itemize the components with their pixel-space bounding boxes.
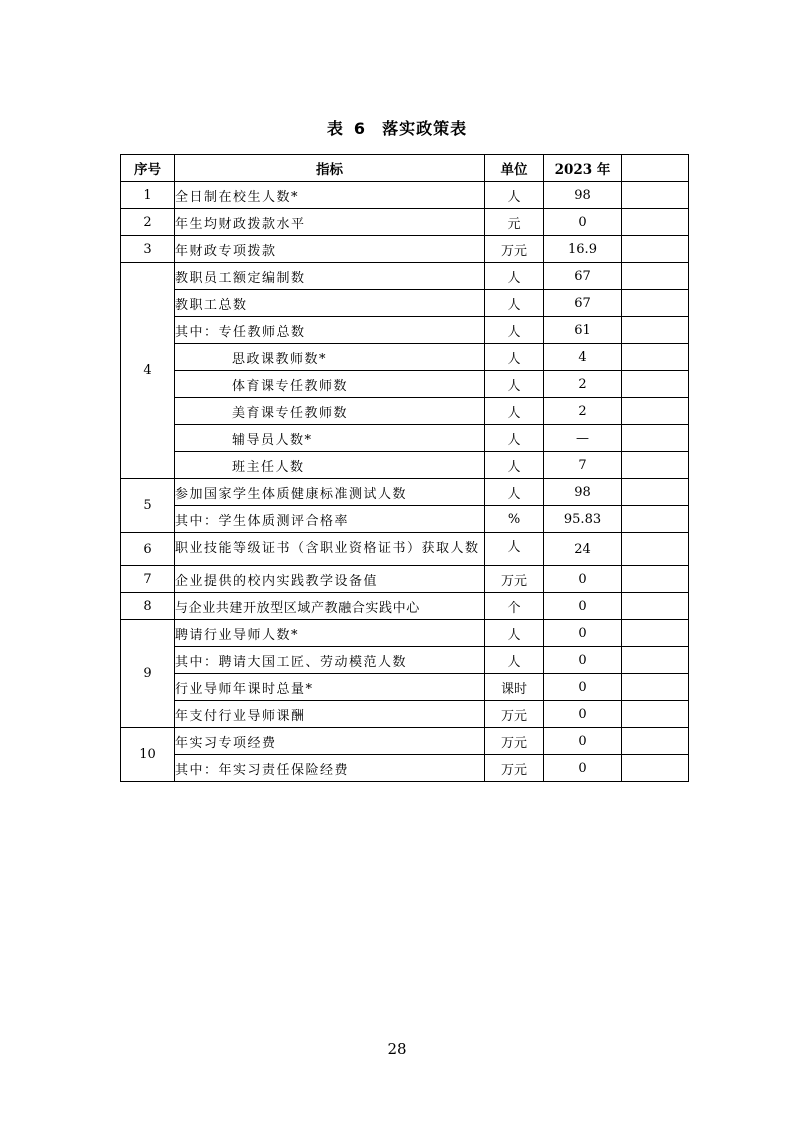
row-indicator: 全日制在校生人数* — [175, 182, 485, 209]
row-unit: 人 — [485, 371, 544, 398]
row-unit: 人 — [485, 425, 544, 452]
row-seq: 2 — [121, 209, 175, 236]
row-indicator: 企业提供的校内实践教学设备值 — [175, 566, 485, 593]
title-number: 6 — [353, 119, 367, 138]
row-indicator: 参加国家学生体质健康标准测试人数 — [175, 479, 485, 506]
row-extra — [622, 344, 689, 371]
row-indicator: 年实习专项经费 — [175, 728, 485, 755]
row-extra — [622, 566, 689, 593]
table-row — [121, 236, 689, 263]
header-indicator: 指标 — [175, 155, 485, 182]
row-indicator: 职业技能等级证书（含职业资格证书）获取人数 — [175, 533, 485, 566]
row-value: 0 — [544, 566, 622, 593]
row-extra — [622, 479, 689, 506]
row-unit: 个 — [485, 593, 544, 620]
title-prefix: 表 — [326, 119, 344, 138]
row-value: — — [544, 425, 622, 452]
page-number: 28 — [387, 1040, 407, 1058]
policy-table — [120, 154, 689, 782]
row-unit: 人 — [485, 290, 544, 317]
table-row — [121, 755, 689, 782]
row-value: 24 — [544, 533, 622, 566]
row-value: 0 — [544, 755, 622, 782]
row-value: 0 — [544, 647, 622, 674]
table-row — [121, 317, 689, 344]
row-value: 16.9 — [544, 236, 622, 263]
row-extra — [622, 209, 689, 236]
row-seq: 8 — [121, 593, 175, 620]
row-indicator: 教职员工额定编制数 — [175, 263, 485, 290]
table-title — [0, 116, 794, 139]
table-row — [121, 425, 689, 452]
table-row — [121, 263, 689, 290]
row-extra — [622, 236, 689, 263]
row-extra — [622, 452, 689, 479]
table-row — [121, 290, 689, 317]
row-indicator: 美育课专任教师数 — [175, 398, 485, 425]
row-indicator: 辅导员人数* — [175, 425, 485, 452]
table-row — [121, 728, 689, 755]
row-value: 7 — [544, 452, 622, 479]
row-indicator: 其中：聘请大国工匠、劳动模范人数 — [175, 647, 485, 674]
row-unit: 人 — [485, 620, 544, 647]
table-row — [121, 506, 689, 533]
row-extra — [622, 425, 689, 452]
row-indicator: 行业导师年课时总量* — [175, 674, 485, 701]
table-row — [121, 479, 689, 506]
row-unit: 人 — [485, 398, 544, 425]
row-unit: 元 — [485, 209, 544, 236]
table-row — [121, 701, 689, 728]
row-value: 67 — [544, 263, 622, 290]
row-seq: 3 — [121, 236, 175, 263]
row-indicator: 其中：学生体质测评合格率 — [175, 506, 485, 533]
row-unit: 人 — [485, 647, 544, 674]
row-indicator: 其中：专任教师总数 — [175, 317, 485, 344]
row-unit: 人 — [485, 317, 544, 344]
row-unit: 万元 — [485, 728, 544, 755]
row-extra — [622, 290, 689, 317]
table-row — [121, 533, 689, 566]
row-extra — [622, 506, 689, 533]
row-seq: 1 — [121, 182, 175, 209]
row-unit: 万元 — [485, 755, 544, 782]
header-unit: 单位 — [485, 155, 544, 182]
row-unit: 万元 — [485, 236, 544, 263]
row-value: 61 — [544, 317, 622, 344]
row-value: 98 — [544, 182, 622, 209]
row-seq: 4 — [121, 263, 175, 479]
title-text: 落实政策表 — [382, 119, 468, 138]
row-indicator: 与企业共建开放型区域产教融合实践中心 — [175, 593, 485, 620]
table-row — [121, 566, 689, 593]
row-indicator: 年支付行业导师课酬 — [175, 701, 485, 728]
table-row — [121, 209, 689, 236]
row-indicator: 年生均财政拨款水平 — [175, 209, 485, 236]
row-unit: 人 — [485, 344, 544, 371]
row-indicator: 班主任人数 — [175, 452, 485, 479]
row-extra — [622, 371, 689, 398]
row-value: 95.83 — [544, 506, 622, 533]
row-value: 0 — [544, 701, 622, 728]
row-extra — [622, 593, 689, 620]
row-extra — [622, 728, 689, 755]
row-value: 0 — [544, 620, 622, 647]
row-extra — [622, 755, 689, 782]
table-row — [121, 182, 689, 209]
row-extra — [622, 182, 689, 209]
header-row — [121, 155, 689, 182]
row-value: 4 — [544, 344, 622, 371]
row-indicator: 体育课专任教师数 — [175, 371, 485, 398]
table-row — [121, 344, 689, 371]
table-row — [121, 371, 689, 398]
header-seq: 序号 — [121, 155, 175, 182]
table-row — [121, 398, 689, 425]
row-indicator: 教职工总数 — [175, 290, 485, 317]
header-year: 2023 年 — [544, 155, 622, 182]
row-seq: 7 — [121, 566, 175, 593]
row-value: 0 — [544, 593, 622, 620]
row-value: 98 — [544, 479, 622, 506]
table-row — [121, 647, 689, 674]
row-extra — [622, 398, 689, 425]
row-extra — [622, 620, 689, 647]
row-unit: 人 — [485, 263, 544, 290]
row-value: 67 — [544, 290, 622, 317]
row-unit: 人 — [485, 533, 544, 566]
row-unit: 万元 — [485, 566, 544, 593]
row-extra — [622, 647, 689, 674]
row-indicator: 其中：年实习责任保险经费 — [175, 755, 485, 782]
row-extra — [622, 317, 689, 344]
row-extra — [622, 263, 689, 290]
row-indicator: 思政课教师数* — [175, 344, 485, 371]
table-row — [121, 593, 689, 620]
row-seq: 5 — [121, 479, 175, 533]
row-unit: 人 — [485, 182, 544, 209]
row-indicator: 年财政专项拨款 — [175, 236, 485, 263]
row-unit: 万元 — [485, 701, 544, 728]
row-unit: % — [485, 506, 544, 533]
row-unit: 人 — [485, 452, 544, 479]
row-extra — [622, 701, 689, 728]
row-value: 0 — [544, 674, 622, 701]
row-unit: 人 — [485, 479, 544, 506]
row-indicator: 聘请行业导师人数* — [175, 620, 485, 647]
row-extra — [622, 533, 689, 566]
row-extra — [622, 674, 689, 701]
row-value: 2 — [544, 371, 622, 398]
table-row — [121, 452, 689, 479]
table-row — [121, 674, 689, 701]
row-seq: 6 — [121, 533, 175, 566]
row-value: 2 — [544, 398, 622, 425]
row-seq: 9 — [121, 620, 175, 728]
table-row — [121, 620, 689, 647]
row-unit: 课时 — [485, 674, 544, 701]
row-value: 0 — [544, 209, 622, 236]
header-extra — [622, 155, 689, 182]
row-seq: 10 — [121, 728, 175, 782]
row-value: 0 — [544, 728, 622, 755]
